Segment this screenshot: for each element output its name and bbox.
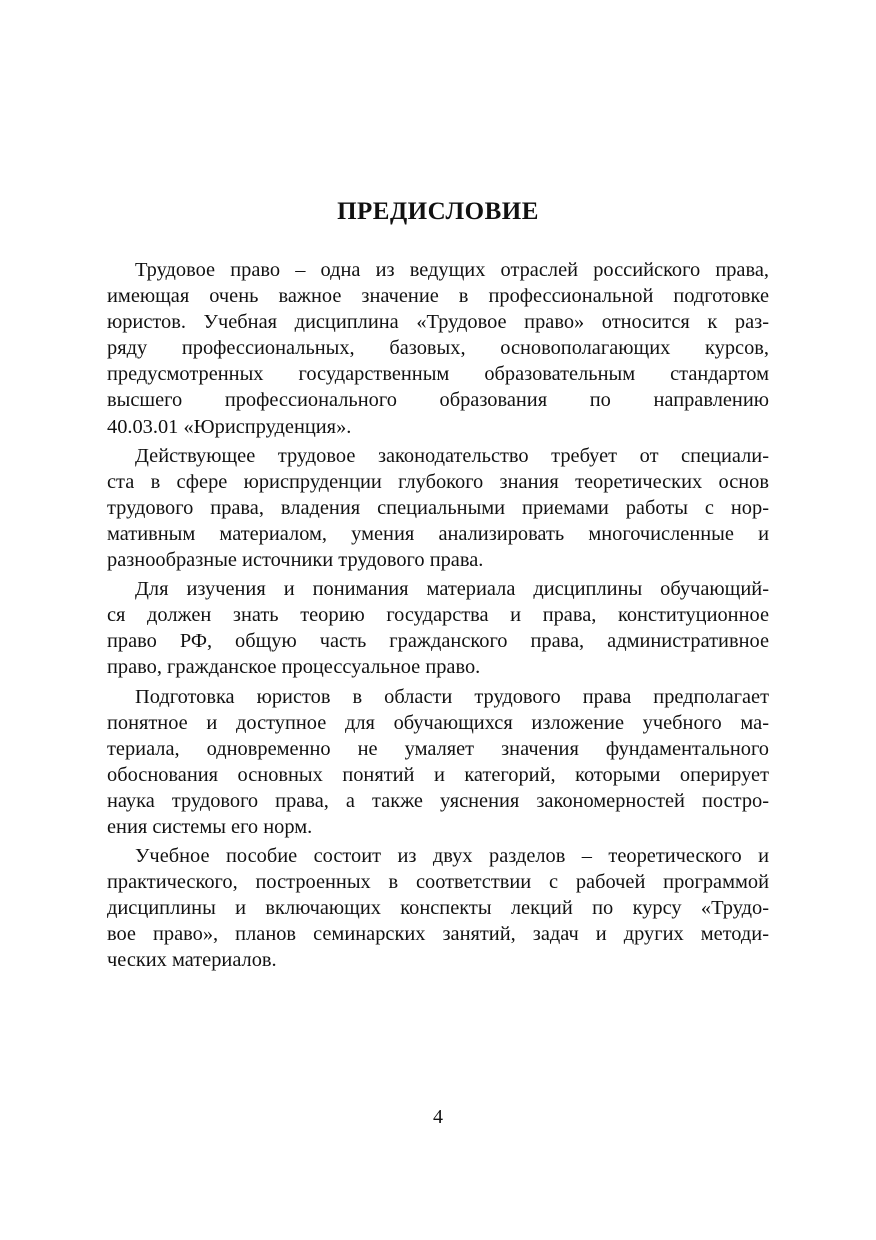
- text-line: трудового права, владения специальными приемами работы с нор-: [107, 496, 769, 519]
- preface-body: [107, 257, 769, 977]
- text-line: право РФ, общую часть гражданского права, административное: [107, 630, 769, 653]
- text-line: Для изучения и понимания материала дисциплины обучающий-: [135, 578, 769, 601]
- text-line: Действующее трудовое законодательство требует от специали-: [135, 444, 769, 467]
- text-line: разнообразные источники трудового права.: [107, 549, 484, 572]
- text-line: териала, одновременно не умаляет значения фундаментального: [107, 737, 769, 760]
- text-line: высшего профессионального образования по направлению: [107, 389, 769, 412]
- page-number: 4: [433, 1106, 443, 1128]
- text-line: Учебное пособие состоит из двух разделов – теоретического и: [135, 845, 769, 868]
- paragraph: [107, 257, 769, 440]
- text-line: ста в сфере юриспруденции глубокого знания теоретических основ: [107, 470, 769, 493]
- text-line: Подготовка юристов в области трудового права предполагает: [135, 685, 769, 708]
- text-line: имеющая очень важное значение в профессиональной подготовке: [107, 285, 769, 308]
- paragraph: [107, 443, 769, 573]
- text-line: понятное и доступное для обучающихся изложение учебного ма-: [107, 711, 769, 734]
- text-line: Трудовое право – одна из ведущих отраслей российского права,: [135, 259, 769, 281]
- text-line: ческих материалов.: [107, 949, 277, 972]
- paragraph: [107, 843, 769, 973]
- text-line: юристов. Учебная дисциплина «Трудовое право» относится к раз-: [107, 311, 769, 334]
- text-line: вое право», планов семинарских занятий, задач и других методи-: [107, 923, 769, 946]
- text-line: практического, построенных в соответствии с рабочей программой: [107, 871, 769, 894]
- text-line: ряду профессиональных, базовых, основополагающих курсов,: [107, 337, 769, 360]
- text-line: ся должен знать теорию государства и права, конституционное: [107, 604, 769, 627]
- paragraph: [107, 576, 769, 680]
- text-line: мативным материалом, умения анализировать многочисленные и: [107, 522, 769, 545]
- paragraph: [107, 684, 769, 841]
- text-line: предусмотренных государственным образовательным стандартом: [107, 363, 769, 386]
- page-title: ПРЕДИСЛОВИЕ: [337, 198, 539, 225]
- text-line: наука трудового права, а также уяснения закономерностей постро-: [107, 789, 769, 812]
- text-line: право, гражданское процессуальное право.: [107, 656, 481, 679]
- text-line: ения системы его норм.: [107, 815, 313, 838]
- text-line: 40.03.01 «Юриспруденция».: [107, 415, 352, 438]
- text-line: обоснования основных понятий и категорий, которыми оперирует: [107, 763, 769, 786]
- text-line: дисциплины и включающих конспекты лекций по курсу «Трудо-: [107, 897, 769, 920]
